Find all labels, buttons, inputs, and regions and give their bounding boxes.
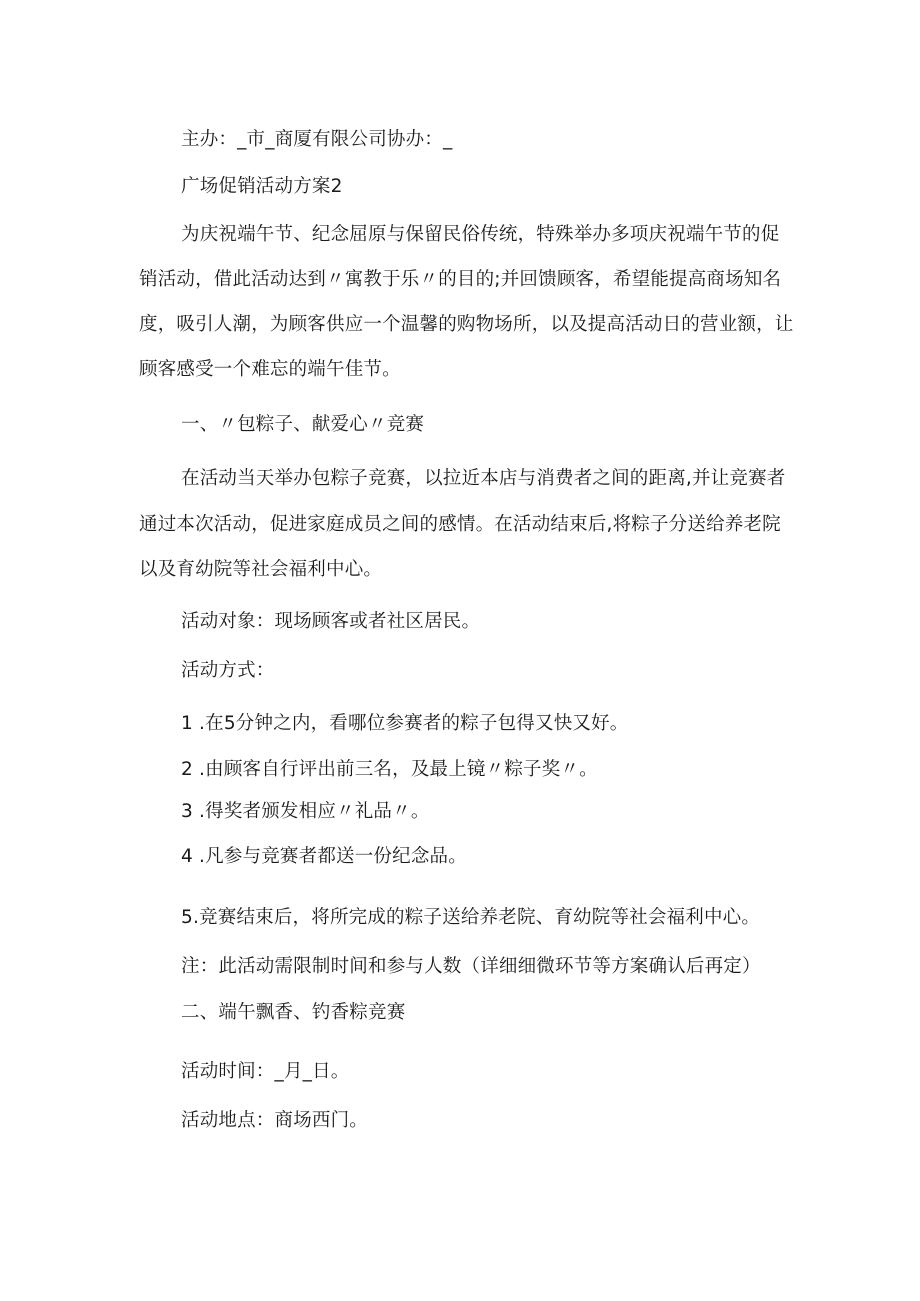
part1-heading: 一、〃包粽子、献爱心〃竞赛 xyxy=(181,414,425,435)
note-line: 注：此活动需限制时间和参与人数（详细细微环节等方案确认后再定） xyxy=(181,956,761,977)
list-item-4: 4 .凡参与竞赛者都送一份纪念品。 xyxy=(181,846,467,867)
list-item-3: 3 .得奖者颁发相应〃礼品〃。 xyxy=(181,801,430,822)
list-item-1: 1 .在5分钟之内，看哪位参赛者的粽子包得又快又好。 xyxy=(181,713,629,734)
list-item-2: 2 .由顾客自行评出前三名，及最上镜〃粽子奖〃。 xyxy=(181,759,598,780)
part1-paragraph-line-3: 以及育幼院等社会福利中心。 xyxy=(139,559,383,580)
activity-method-label: 活动方式： xyxy=(181,660,275,681)
list-item-5: 5.竞赛结束后，将所完成的粽子送给养老院、育幼院等社会福利中心。 xyxy=(181,907,761,928)
intro-line-1: 为庆祝端午节、纪念屈原与保留民俗传统，特殊举办多项庆祝端午节的促 xyxy=(181,224,780,245)
activity-time: 活动时间：_月_日。 xyxy=(181,1061,350,1082)
activity-place: 活动地点：商场西门。 xyxy=(181,1110,369,1131)
activity-target: 活动对象：现场顾客或者社区居民。 xyxy=(181,611,481,632)
section-title: 广场促销活动方案2 xyxy=(181,176,343,197)
intro-line-3: 度，吸引人潮，为顾客供应一个温馨的购物场所，以及提高活动日的营业额，让 xyxy=(139,314,794,335)
intro-line-4: 顾客感受一个难忘的端午佳节。 xyxy=(139,359,401,380)
part1-paragraph-line-2: 通过本次活动，促进家庭成员之间的感情。在活动结束后,将粽子分送给养老院 xyxy=(139,514,781,535)
header-line: 主办：_市_商厦有限公司协办：_ xyxy=(181,129,453,150)
part2-heading: 二、端午飘香、钓香粽竞赛 xyxy=(181,1002,406,1023)
part1-paragraph-line-1: 在活动当天举办包粽子竞赛，以拉近本店与消费者之间的距离,并让竞赛者 xyxy=(181,468,786,489)
intro-line-2: 销活动，借此活动达到〃寓教于乐〃的目的;并回馈顾客，希望能提高商场知名 xyxy=(139,269,782,290)
